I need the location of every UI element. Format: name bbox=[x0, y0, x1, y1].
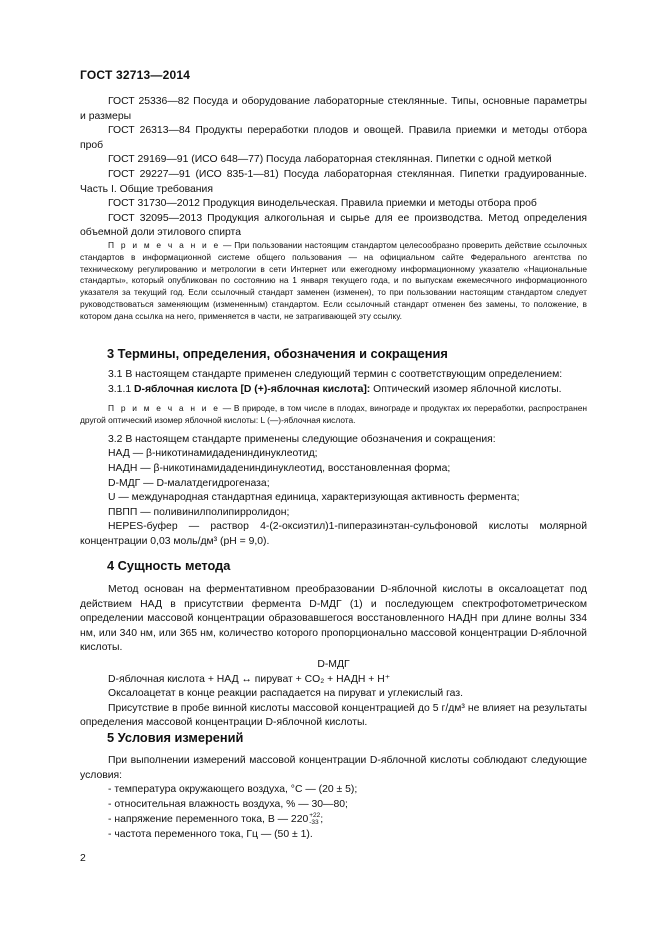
section-4-title: 4 Сущность метода bbox=[107, 558, 231, 573]
voltage-tolerance: +22 -33 bbox=[309, 812, 321, 827]
section-3-title: 3 Термины, определения, обозначения и сокращения bbox=[107, 346, 448, 361]
conditions-intro: При выполнении измерений массовой концентрации D-яблочной кислоты соблюдают следующие условия: bbox=[80, 755, 587, 781]
reference-item: ГОСТ 31730—2012 Продукция винодельческая. Правила приемки и методы отбора проб bbox=[108, 198, 537, 210]
references-list bbox=[80, 95, 587, 241]
note-text: — При пользовании настоящим стандартом целесообразно проверить действие ссылочных стандартов в информационной системе общего пользования — на официальном сайте Федерального агентства по техническому регулированию и метрологии в сети Интернет или ежегодному информационному указателю «Национальные стандарты», который опубликован по состоянию на 1 января текущего года, и по выпускам ежемесячного информационного указателя за текущий год. Если ссылочный стандарт заменен (изменен), то при пользовании настоящим стандартом следует руководствоваться заменяющим (измененным) стандартом. Если ссылочный стандарт отменен без замены, то положение, в котором дана ссылка на него, применяется в части, не затрагивающей эту ссылку. bbox=[80, 240, 587, 321]
section-3-1: 3.1 В настоящем стандарте применен следующий термин с соответствующим определением: bbox=[108, 369, 563, 380]
abbr-item: D-МДГ — D-малатдегидрогеназа; bbox=[108, 477, 270, 489]
term-definition: 3.1.1 D-яблочная кислота [D (+)-яблочная кислота]: Оптический изомер яблочной кислоты. bbox=[108, 383, 562, 395]
reference-item: ГОСТ 29227—91 (ИСО 835-1—81) Посуда лабораторная стеклянная. Пипетки градуированные. Часть I. Общие требования bbox=[80, 168, 587, 195]
method-principle: Метод основан на ферментативном преобразовании D-яблочной кислоты в оксалоацетат под действием НАД в присутствии фермента D-МДГ (1) и последующем спектрофотометрическом определении массовой концентрации образовавшегося восстановленного НАДН при длине волны 334 нм, или 340 нм, или 365 нм, количество которого пропорционально массовой концентрации D-яблочной кислоты. bbox=[80, 584, 587, 654]
condition-item: - относительная влажность воздуха, % — 30—80; bbox=[108, 798, 348, 810]
section-5-title: 5 Условия измерений bbox=[107, 730, 244, 745]
section-4-body bbox=[80, 583, 587, 731]
section-4-tartaric: Присутствие в пробе винной кислоты массовой концентрацией до 5 г/дм³ не влияет на результаты определения массовой концентрации D-яблочной кислоты. bbox=[80, 702, 587, 729]
section-3-body bbox=[80, 368, 587, 550]
abbr-item: HEPES-буфер — раствор 4-(2-оксиэтил)1-пиперазинэтан-сульфоновой кислоты молярной концентрации 0,03 моль/дм³ (pH = 9,0). bbox=[80, 521, 587, 547]
reference-item: ГОСТ 29169—91 (ИСО 648—77) Посуда лабораторная стеклянная. Пипетки с одной меткой bbox=[108, 154, 552, 166]
page-number: 2 bbox=[80, 853, 86, 864]
reference-item: ГОСТ 25336—82 Посуда и оборудование лабораторные стеклянные. Типы, основные параметры и размеры bbox=[80, 96, 587, 122]
note-label: П р и м е ч а н и е bbox=[108, 240, 221, 250]
abbr-item: ПВПП — поливинилполипирролидон; bbox=[108, 506, 290, 518]
condition-item: - температура окружающего воздуха, °С — (20 ± 5); bbox=[108, 784, 358, 796]
abbr-item: НАД — β-никотинамидадениндинуклеотид; bbox=[108, 448, 318, 460]
enzyme-label: D-МДГ bbox=[317, 658, 350, 670]
abbr-item: U — международная стандартная единица, характеризующая активность фермента; bbox=[108, 492, 520, 504]
reference-item: ГОСТ 26313—84 Продукты переработки плодов и овощей. Правила приемки и методы отбора проб bbox=[80, 125, 587, 151]
term-note: П р и м е ч а н и е — В природе, в том числе в плодах, винограде и продуктах их переработки, распространен другой оптический изомер яблочной кислоты: L (—)-яблочная кислота. bbox=[80, 403, 587, 425]
section-3-2: 3.2 В настоящем стандарте применены следующие обозначения и сокращения: bbox=[108, 433, 496, 445]
document-header: ГОСТ 32713—2014 bbox=[80, 68, 191, 82]
section-4-note: Оксалоацетат в конце реакции распадается на пируват и углекислый газ. bbox=[108, 688, 463, 700]
abbr-item: НАДН — β-никотинамидадениндинуклеотид, восстановленная форма; bbox=[108, 462, 451, 474]
note-references bbox=[80, 240, 587, 323]
term: D-яблочная кислота [D (+)-яблочная кислота]: bbox=[134, 383, 371, 395]
reaction-equation: D-яблочная кислота + НАД ↔ пируват + CO₂ + НАДН + H⁺ bbox=[108, 673, 391, 685]
reference-item: ГОСТ 32095—2013 Продукция алкогольная и сырье для ее производства. Метод определения объемной доли этилового спирта bbox=[80, 212, 587, 239]
section-5-body bbox=[80, 754, 587, 842]
condition-item: - частота переменного тока, Гц — (50 ± 1). bbox=[108, 828, 313, 840]
condition-item: - напряжение переменного тока, В — 220+22 -33 ; bbox=[108, 812, 324, 827]
